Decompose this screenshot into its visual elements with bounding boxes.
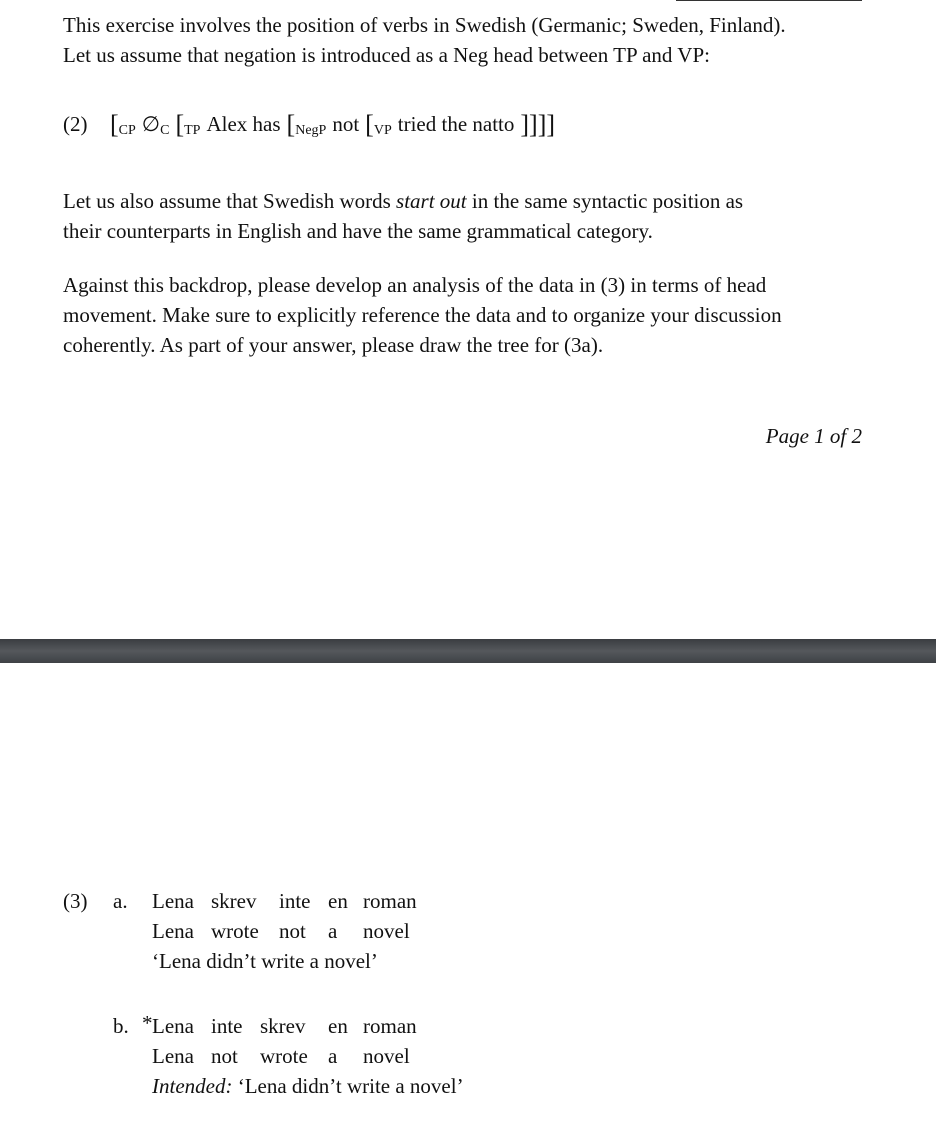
example-3b-translation — [152, 1071, 464, 1101]
assumption-line-1 — [63, 186, 869, 216]
example-3a-label: a. — [113, 889, 128, 913]
negp-label: NegP — [295, 123, 327, 138]
task-paragraph — [63, 270, 869, 360]
vp-text: tried the natto — [397, 112, 515, 136]
gloss-word: novel — [363, 919, 410, 943]
intended-label: Intended: — [152, 1074, 233, 1098]
top-rule — [676, 0, 862, 1]
tp-text: Alex has — [206, 112, 281, 136]
gloss-word: not — [211, 1044, 238, 1068]
intro-line-2: Let us assume that negation is introduced as a Neg head between TP and VP: — [63, 43, 710, 67]
assumption-italic: start out — [396, 189, 467, 213]
c-sub-label: C — [160, 123, 170, 138]
example-2-number: (2) — [63, 112, 88, 136]
word: skrev — [260, 1014, 306, 1038]
page-divider — [0, 639, 936, 663]
assumption-text-before: Let us also assume that Swedish words — [63, 189, 397, 213]
neg-text: not — [332, 112, 360, 136]
gloss-word: Lena — [152, 919, 194, 943]
translation-text: ‘Lena didn’t write a novel’ — [237, 1074, 464, 1098]
gloss-word: a — [328, 919, 338, 943]
closing-brackets: ]]]] — [520, 110, 556, 139]
word: en — [328, 889, 348, 913]
task-line-2: movement. Make sure to explicitly reference the data and to organize your discussion — [63, 303, 782, 327]
bracket: [ — [175, 110, 185, 139]
assumption-line-2: their counterparts in English and have the same grammatical category. — [63, 219, 653, 243]
bracket: [ — [365, 110, 374, 139]
gloss-word: a — [328, 1044, 338, 1068]
word: roman — [363, 889, 417, 913]
example-3a-translation: ‘Lena didn’t write a novel’ — [152, 949, 378, 973]
word: skrev — [211, 889, 257, 913]
gloss-word: wrote — [211, 919, 259, 943]
word: Lena — [152, 889, 194, 913]
task-line-3: coherently. As part of your answer, please draw the tree for (3a). — [63, 333, 604, 357]
word: inte — [211, 1014, 243, 1038]
c-head: ∅ — [141, 112, 161, 136]
gloss-word: Lena — [152, 1044, 194, 1068]
task-line-1: Against this backdrop, please develop an analysis of the data in (3) in terms of head — [63, 273, 767, 297]
ungrammatical-star: * — [142, 1011, 153, 1035]
bracket: [ — [286, 110, 296, 139]
gloss-word: wrote — [260, 1044, 308, 1068]
intro-paragraph — [63, 10, 869, 70]
intro-line-1: This exercise involves the position of verbs in Swedish (Germanic; Sweden, Finland). — [63, 13, 786, 37]
word: inte — [279, 889, 311, 913]
tp-label: TP — [184, 123, 201, 138]
example-3b-label: b. — [113, 1014, 129, 1038]
bracket: [ — [110, 110, 119, 139]
cp-label: CP — [118, 123, 136, 138]
assumption-text-after: in the same syntactic position as — [466, 189, 744, 213]
example-3-number: (3) — [63, 889, 88, 913]
word: en — [328, 1014, 348, 1038]
gloss-word: novel — [363, 1044, 410, 1068]
word: Lena — [152, 1014, 194, 1038]
word: roman — [363, 1014, 417, 1038]
example-2 — [63, 108, 555, 147]
assumption-paragraph — [63, 186, 869, 246]
vp-label: VP — [373, 123, 392, 138]
page-number: Page 1 of 2 — [765, 424, 862, 448]
gloss-word: not — [279, 919, 306, 943]
